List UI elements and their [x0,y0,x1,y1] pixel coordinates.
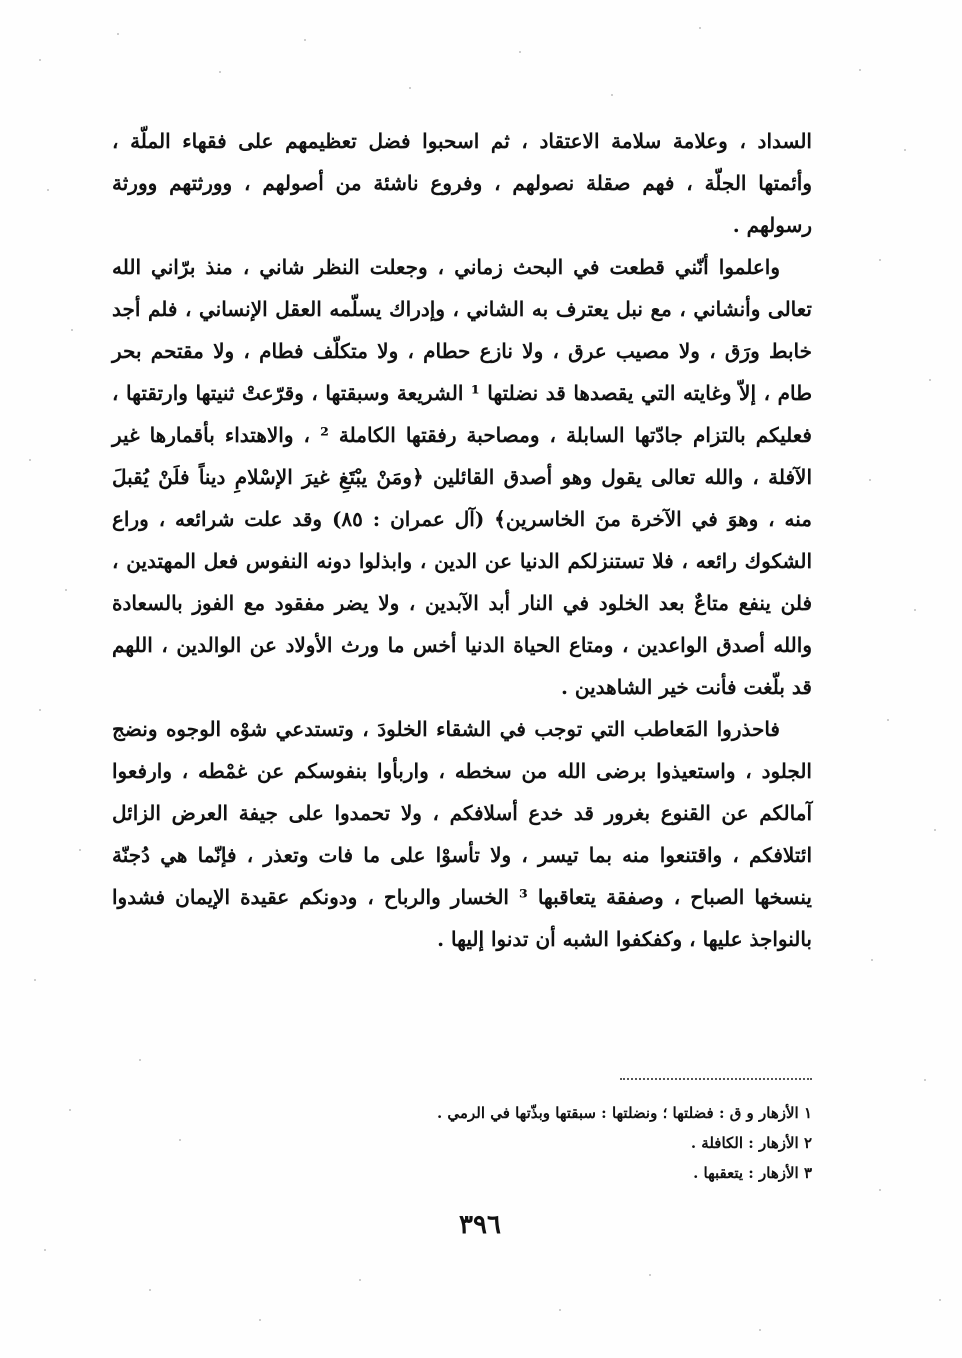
footnote-1: ١ الأزهار و ق : فضلتها ؛ ونضلتها : سبقتها وبذّتها في الرمي . [436,1104,812,1122]
paragraph-2: واعلموا أنّني قطعت في البحث زماني ، وجعلت النظر شاني ، منذ برّاني الله تعالى وأنشاني ، مع نبل يعترف به الشاني ، وإدراك يسلّمه العقل الإنساني ، فلم أجد خابط ورَق ، ولا مصيب عرق ، ولا نازع حطام ، ولا متكلّف فطام ، ولا مقتحم بحر طام ، إلاّ وغايته التي يقصدها قد نضلتها ¹ الشريعة وسبقتها ، وقرّعتْ ثنيتها وارتقتها ، فعليكم بالتزام جادّتها السابلة ، ومصاحبة رفقتها الكاملة ² ، والاهتداء بأقمارها غير الآفلة ، والله تعالى يقول وهو أصدق القائلين ﴿ومَنْ يبْتَغِ غيرَ الإسْلامِ ديناً فلَنْ يُقبلَ منه ، وهوَ في الآخرة منَ الخاسرين﴾ (آل عمران : ٨٥) وقد علت شرائعه ، وراع الشكوك رائعه ، فلا تستنزلكم الدنيا عن الدين ، وابذلوا دونه النفوس فعل المهتدين ، فلن ينفع متاعٌ بعد الخلود في النار أبد الآبدين ، ولا يضر مفقود مع الفوز بالسعادة والله أصدق الواعدين ، ومتاع الحياة الدنيا أخس ما ورث الأولاد عن الوالدين ، اللهم قد بلّغت فأنت خير الشاهدين . [112,255,812,699]
paragraph-1: السداد ، وعلامة سلامة الاعتقاد ، ثم اسحبوا فضل تعظيمهم على فقهاء الملّة ، وأئمتها الجلّة ، فهم صقلة نصولهم ، وفروع ناشئة من أصولهم ، وورثتهم وورثة رسولهم . [112,129,812,237]
paragraph-3: فاحذروا المَعاطب التي توجب في الشقاء الخلودَ ، وتستدعي شوْه الوجوه ونضج الجلود ، واستعيذوا برضى الله من سخطه ، واربأوا بنفوسكم عن غمْطه ، وارفعوا آمالكم عن القنوع بغرور قد خدع أسلافكم ، ولا تحمدوا على جيفة العرض الزائل ائتلافكم ، واقتنعوا منه بما تيسر ، ولا تأسوْا على ما فات وتعذر ، فإنّما هي دُجنّة ينسخها الصباح ، وصفقة يتعاقبها ³ الخسار والرباح ، ودونكم عقيدة الإيمان فشدوا بالنواجذ عليها ، وكفكفوا الشبه أن تدنوا إليها . [112,717,812,951]
footnote-2: ٢ الأزهار : الكافلة . [690,1134,812,1152]
footnote-3: ٣ الأزهار : يتعقبها . [693,1164,812,1182]
main-text [112,120,812,960]
page-number: ٣٩٦ [459,1210,501,1240]
footnotes [200,1098,812,1188]
footnote-separator [620,1078,812,1080]
